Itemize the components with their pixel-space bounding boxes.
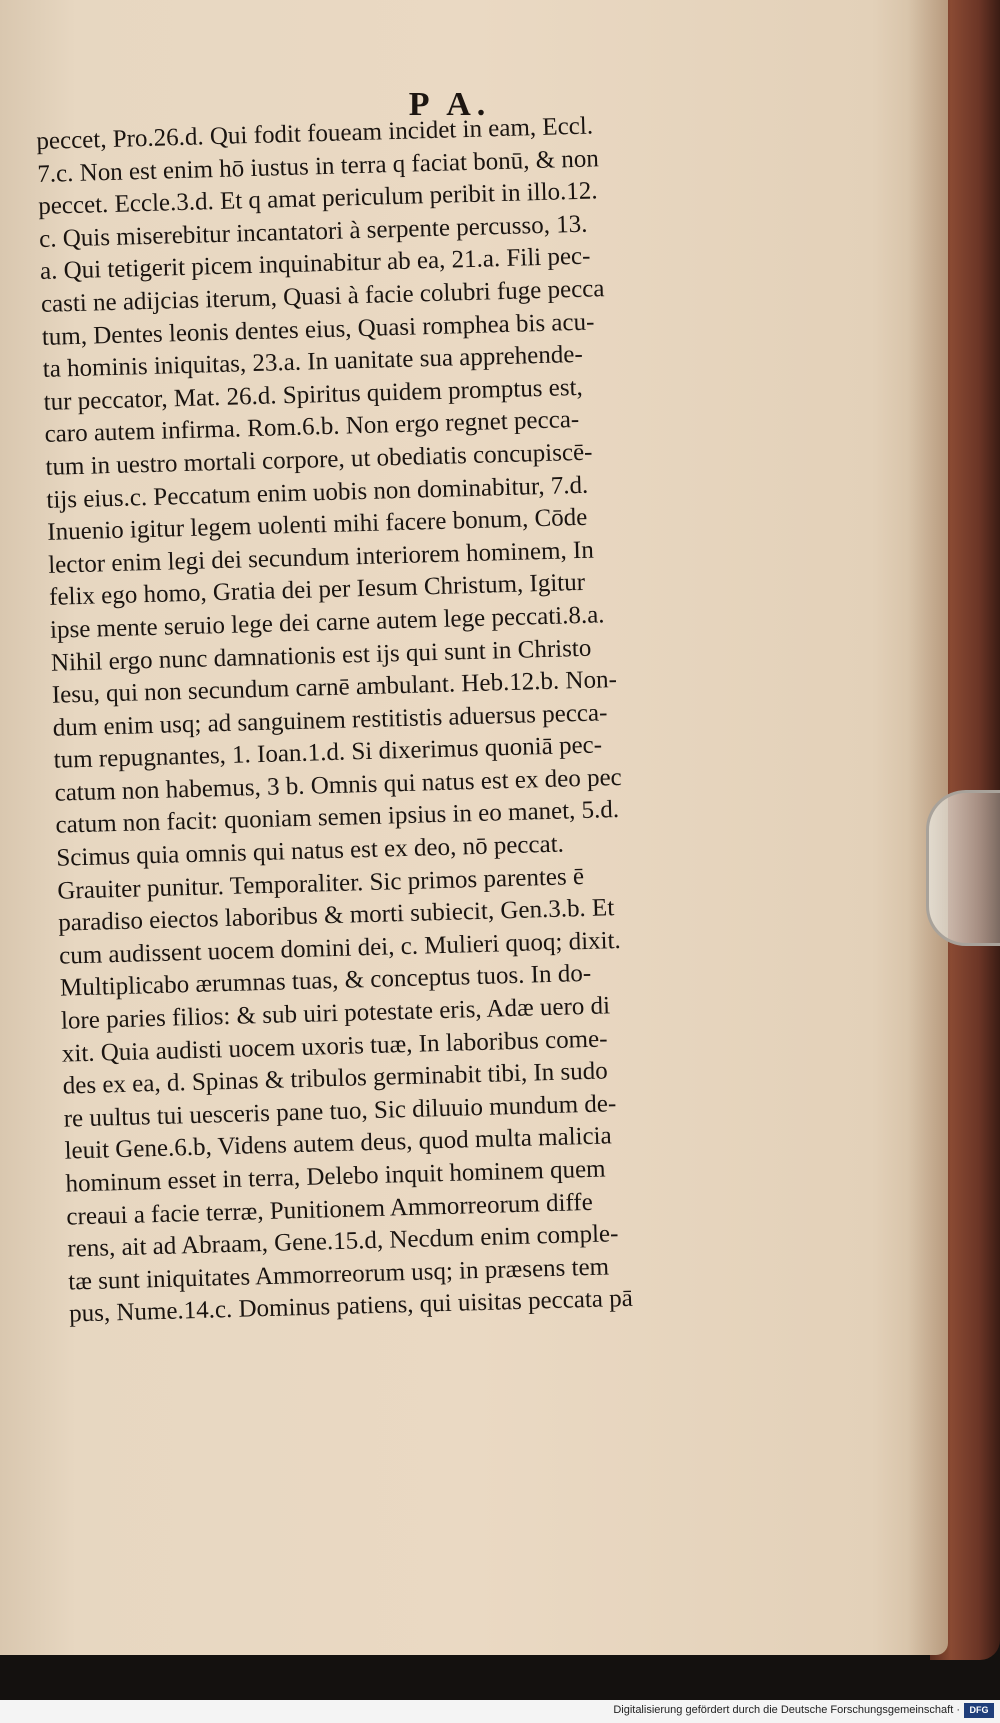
text-line: peccet. Eccle.3.d. Et q amat periculum peribit in illo.12. <box>37 177 598 221</box>
text-line: re uultus tui uesceris pane tuo, Sic diluuio mundum de- <box>63 1089 617 1133</box>
text-line: tijs eius.c. Peccatum enim uobis non dominabitur, 7.d. <box>46 471 589 514</box>
text-line: felix ego homo, Gratia dei per Iesum Christum, Igitur <box>48 569 586 612</box>
text-line: casti ne adijcias iterum, Quasi à facie colubri fuge pecca <box>40 275 605 318</box>
text-line: lore paries filios: & sub uiri potestate eris, Adæ uero di <box>60 992 611 1035</box>
text-line: xit. Quia audisti uocem uxoris tuæ, In laboribus come- <box>61 1025 608 1068</box>
text-line: Iesu, qui non secundum carnē ambulant. Heb.12.b. Non- <box>51 666 618 709</box>
running-head: P A. <box>408 86 492 123</box>
text-line: tum repugnantes, 1. Ioan.1.d. Si dixerimus quoniā pec- <box>53 731 603 775</box>
text-line: Grauiter punitur. Temporaliter. Sic primos parentes ē <box>56 862 585 905</box>
text-line: Inuenio igitur legem uolenti mihi facere bonum, Cōde <box>46 503 588 546</box>
text-line: c. Quis miserebitur incantatori à serpente percusso, 13. <box>38 210 588 253</box>
dfg-logo: DFG <box>964 1703 994 1718</box>
text-line: Multiplicabo ærumnas tuas, & conceptus tuos. In do- <box>59 960 592 1003</box>
text-line: tum in uestro mortali corpore, ut obediatis concupiscē- <box>45 438 593 481</box>
text-line: peccet, Pro.26.d. Qui fodit foueam incidet in eam, Eccl. <box>36 112 594 155</box>
page-text-block <box>36 105 839 1332</box>
text-line: tur peccator, Mat. 26.d. Spiritus quidem promptus est, <box>43 373 584 416</box>
footer-bar <box>0 1700 1000 1723</box>
text-line: lector enim legi dei secundum interiorem hominem, In <box>47 536 595 579</box>
footer-credit: Digitalisierung gefördert durch die Deutsche Forschungsgemeinschaft · <box>613 1704 960 1716</box>
text-line: creaui a facie terræ, Punitionem Ammorreorum diffe <box>66 1188 594 1231</box>
text-line: ta hominis iniquitas, 23.a. In uanitate sua apprehende- <box>42 340 584 384</box>
text-line: tæ sunt iniquitates Ammorreorum usq; in præsens tem <box>67 1253 610 1296</box>
text-line: paradiso eiectos laboribus & morti subiecit, Gen.3.b. Et <box>57 894 615 937</box>
text-line: ipse mente seruio lege dei carne autem lege peccati.8.a. <box>49 601 605 644</box>
text-line: caro autem infirma. Rom.6.b. Non ergo regnet pecca- <box>44 406 580 449</box>
text-line: des ex ea, d. Spinas & tribulos germinabit tibi, In sudo <box>62 1057 609 1100</box>
book-clasp <box>926 790 1000 946</box>
text-line: Scimus quia omnis qui natus est ex deo, nō peccat. <box>56 830 565 872</box>
text-line: tum, Dentes leonis dentes eius, Quasi romphea bis acu- <box>41 308 595 351</box>
text-line: a. Qui tetigerit picem inquinabitur ab ea, 21.a. Fili pec- <box>39 242 591 286</box>
text-line: catum non facit: quoniam semen ipsius in eo manet, 5.d. <box>55 796 620 840</box>
text-line: 7.c. Non est enim hō iustus in terra q faciat bonū, & non <box>36 144 600 188</box>
text-line: hominum esset in terra, Delebo inquit hominem quem <box>65 1155 606 1198</box>
text-line: pus, Nume.14.c. Dominus patiens, qui uisitas peccata pā <box>68 1285 634 1328</box>
text-line: cum audissent uocem domini dei, c. Mulieri quoq; dixit. <box>58 926 622 970</box>
text-line: leuit Gene.6.b, Videns autem deus, quod multa malicia <box>64 1122 613 1166</box>
text-line: Nihil ergo nunc damnationis est ijs qui sunt in Christo <box>50 634 592 677</box>
text-line: dum enim usq; ad sanguinem restitistis aduersus pecca- <box>52 698 608 742</box>
text-line: rens, ait ad Abraam, Gene.15.d, Necdum enim comple- <box>66 1220 619 1263</box>
text-line: catum non habemus, 3 b. Omnis qui natus est ex deo pec <box>54 763 623 807</box>
